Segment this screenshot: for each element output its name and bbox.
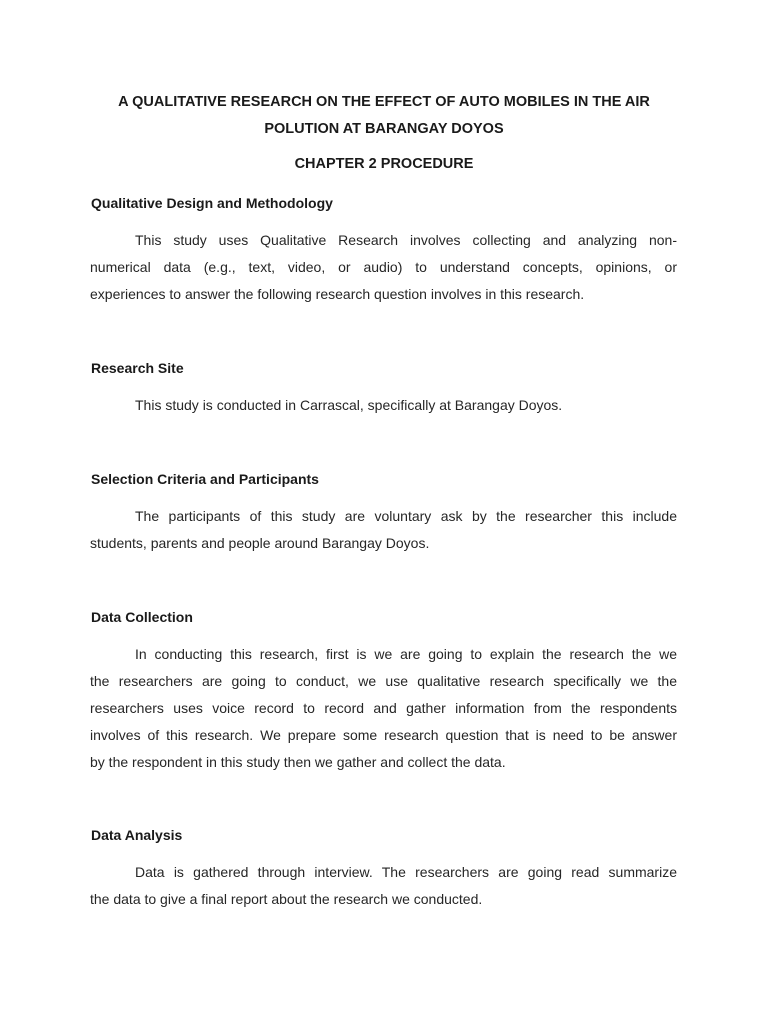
body-line: The participants of this study are voluntary ask by the researcher this include xyxy=(135,508,677,524)
section-heading-design: Qualitative Design and Methodology xyxy=(91,195,333,211)
body-line: researchers uses voice record to record and gather information from the respondents xyxy=(90,700,677,716)
body-line: numerical data (e.g., text, video, or audio) to understand concepts, opinions, or xyxy=(90,259,677,275)
document-title-line-2: POLUTION AT BARANGAY DOYOS xyxy=(264,121,504,137)
document-title-line-1: A QUALITATIVE RESEARCH ON THE EFFECT OF AUTO MOBILES IN THE AIR xyxy=(118,94,650,110)
section-body-data-analysis xyxy=(90,859,677,913)
section-body-data-collection xyxy=(90,641,677,776)
section-body-research-site xyxy=(90,392,677,419)
section-body-design xyxy=(90,227,677,308)
chapter-heading: CHAPTER 2 PROCEDURE xyxy=(294,156,474,172)
body-line: experiences to answer the following research question involves in this research. xyxy=(90,286,585,302)
section-heading-data-collection: Data Collection xyxy=(91,609,193,625)
section-heading-research-site: Research Site xyxy=(91,360,184,376)
body-line: In conducting this research, first is we are going to explain the research the we xyxy=(135,646,677,662)
section-heading-data-analysis: Data Analysis xyxy=(91,827,183,843)
body-line: This study uses Qualitative Research involves collecting and analyzing non- xyxy=(135,232,677,248)
section-body-selection-criteria xyxy=(90,503,677,557)
body-line: involves of this research. We prepare some research question that is need to be answer xyxy=(90,727,677,743)
body-line: the data to give a final report about the research we conducted. xyxy=(90,891,483,907)
body-line: This study is conducted in Carrascal, specifically at Barangay Doyos. xyxy=(135,397,563,413)
body-line: Data is gathered through interview. The researchers are going read summarize xyxy=(135,864,677,880)
section-heading-selection-criteria: Selection Criteria and Participants xyxy=(91,471,319,487)
body-line: the researchers are going to conduct, we use qualitative research specifically we the xyxy=(90,673,677,689)
body-line: students, parents and people around Barangay Doyos. xyxy=(90,535,430,551)
body-line: by the respondent in this study then we gather and collect the data. xyxy=(90,754,506,770)
